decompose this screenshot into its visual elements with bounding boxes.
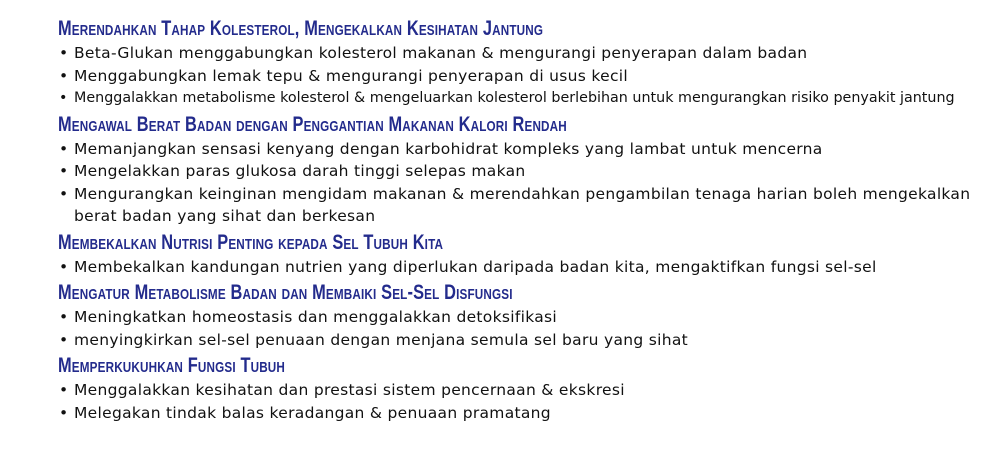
list-item (58, 87, 988, 110)
section-body-function (58, 353, 988, 424)
bullet-list (58, 379, 988, 424)
section-heading: Merendahkan Tahap Kolesterol, Mengekalkan Kesihatan Jantung (58, 17, 544, 40)
list-item (58, 160, 988, 183)
list-item (58, 65, 988, 88)
list-item (58, 183, 988, 228)
list-item-text: Membekalkan kandungan nutrien yang diperlukan daripada badan kita, mengaktifkan fungsi sel-sel (74, 257, 877, 276)
bullet-list (58, 306, 988, 351)
list-item-text: Menggalakkan metabolisme kolesterol & mengeluarkan kolesterol berlebihan untuk mengurangkan risiko penyakit jantung (74, 90, 955, 106)
list-item (58, 42, 988, 65)
section-weight-control (58, 112, 988, 228)
bullet-icon: • (59, 162, 69, 180)
bullet-list (58, 138, 988, 228)
list-item (58, 256, 988, 279)
bullet-list (58, 256, 988, 279)
list-item (58, 329, 988, 352)
bullet-icon: • (59, 381, 69, 399)
bullet-icon: • (59, 90, 68, 106)
list-item (58, 306, 988, 329)
bullet-icon: • (59, 66, 69, 85)
list-item-text: Mengelakkan paras glukosa darah tinggi selepas makan (74, 162, 526, 180)
list-item-text: Menggalakkan kesihatan dan prestasi sistem pencernaan & ekskresi (74, 381, 625, 399)
section-nutrition (58, 230, 988, 279)
section-heading: Mengatur Metabolisme Badan dan Membaiki Sel-Sel Disfungsi (58, 281, 513, 304)
section-metabolism (58, 280, 988, 351)
list-item (58, 138, 988, 161)
list-item-text: Mengurangkan keinginan mengidam makanan & merendahkan pengambilan tenaga harian boleh mengekalkan berat badan yang sihat dan berkesan (74, 184, 971, 225)
list-item (58, 379, 988, 402)
bullet-icon: • (59, 44, 69, 62)
section-heading: Mengawal Berat Badan dengan Penggantian Makanan Kalori Rendah (58, 112, 567, 136)
list-item-text: Memanjangkan sensasi kenyang dengan karbohidrat kompleks yang lambat untuk mencerna (74, 139, 823, 158)
list-item-text: Melegakan tindak balas keradangan & penuaan pramatang (74, 403, 551, 422)
bullet-icon: • (59, 330, 69, 349)
benefits-document (58, 16, 988, 426)
bullet-icon: • (59, 139, 69, 158)
bullet-icon: • (59, 257, 69, 276)
section-heading: Membekalkan Nutrisi Penting kepada Sel Tubuh Kita (58, 230, 444, 254)
list-item-text: Beta-Glukan menggabungkan kolesterol makanan & mengurangi penyerapan dalam badan (74, 44, 808, 62)
list-item-text: Menggabungkan lemak tepu & mengurangi penyerapan di usus kecil (74, 66, 628, 85)
bullet-list (58, 42, 988, 110)
bullet-icon: • (59, 308, 69, 326)
section-cholesterol (58, 16, 988, 110)
bullet-icon: • (59, 403, 69, 422)
bullet-icon: • (59, 184, 69, 203)
list-item-text: menyingkirkan sel-sel penuaan dengan menjana semula sel baru yang sihat (74, 330, 689, 349)
list-item (58, 402, 988, 425)
list-item-text: Meningkatkan homeostasis dan menggalakkan detoksifikasi (74, 308, 557, 326)
section-heading: Memperkukuhkan Fungsi Tubuh (58, 354, 286, 377)
